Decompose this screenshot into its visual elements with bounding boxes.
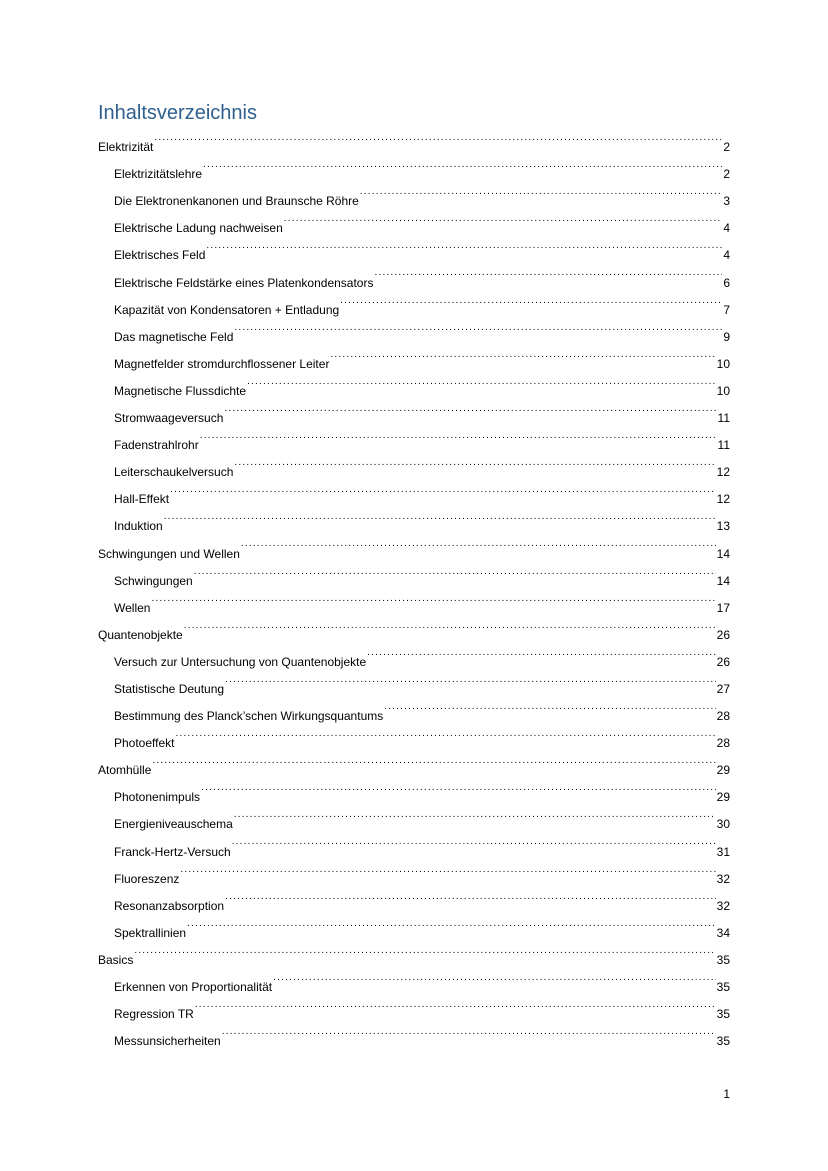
toc-entry-page: 10: [716, 383, 730, 398]
dot-leader: [151, 585, 715, 612]
toc-entry-label: Elektrizitätslehre: [114, 167, 203, 182]
dot-leader: [200, 422, 717, 449]
toc-entry[interactable]: [98, 720, 730, 751]
toc-entry-label: Wellen: [114, 600, 151, 615]
toc-entry-label: Magnetische Flussdichte: [114, 383, 247, 398]
toc-entry-label: Elektrische Feldstärke eines Platenkondensators: [114, 275, 374, 290]
toc-entry[interactable]: [98, 151, 730, 182]
toc-entry-label: Franck-Hertz-Versuch: [114, 844, 231, 859]
dot-leader: [232, 828, 716, 855]
toc-entry[interactable]: [98, 883, 730, 913]
toc-entry-page: 17: [716, 600, 730, 615]
toc-entry[interactable]: [98, 937, 730, 967]
toc-entry-page: 35: [716, 1034, 730, 1049]
toc-entry[interactable]: [98, 124, 730, 155]
toc-entry[interactable]: [98, 910, 730, 940]
dot-leader: [225, 666, 716, 693]
toc-entry-page: 29: [716, 763, 730, 778]
toc-entry-label: Quantenobjekte: [98, 627, 183, 642]
toc-entry-label: Basics: [98, 952, 134, 967]
toc-entry-label: Schwingungen und Wellen: [98, 546, 240, 561]
toc-entry-page: 3: [723, 194, 730, 209]
toc-entry-page: 6: [723, 275, 730, 290]
table-of-contents: [98, 124, 730, 1049]
toc-entry-label: Elektrische Ladung nachweisen: [114, 221, 283, 236]
dot-leader: [164, 503, 716, 530]
dot-leader: [184, 612, 716, 639]
toc-title: Inhaltsverzeichnis: [98, 102, 257, 124]
toc-entry-label: Elektrisches Feld: [114, 248, 206, 263]
toc-entry-label: Photonenimpuls: [114, 790, 201, 805]
toc-entry-label: Fluoreszenz: [114, 871, 180, 886]
toc-entry-label: Energieniveauschema: [114, 817, 233, 832]
toc-entry[interactable]: [98, 856, 730, 886]
toc-entry-label: Stromwaageversuch: [114, 411, 224, 426]
toc-entry-page: 12: [716, 492, 730, 507]
dot-leader: [180, 856, 715, 883]
toc-entry-label: Die Elektronenkanonen und Braunsche Röhre: [114, 194, 359, 209]
toc-entry-page: 35: [716, 980, 730, 994]
toc-entry-page: 32: [716, 898, 730, 913]
toc-entry-page: 14: [716, 573, 730, 588]
toc-entry-page: 2: [723, 140, 730, 155]
toc-entry-page: 28: [716, 736, 730, 751]
toc-entry-page: 31: [716, 844, 730, 859]
toc-entry[interactable]: [98, 964, 730, 994]
toc-entry-page: 11: [717, 411, 730, 426]
toc-entry[interactable]: [98, 503, 730, 534]
toc-entry-label: Bestimmung des Planck’schen Wirkungsquantums: [114, 709, 384, 724]
toc-entry-page: 14: [716, 546, 730, 561]
toc-entry-label: Atomhülle: [98, 763, 152, 778]
toc-entry-page: 4: [723, 248, 730, 263]
toc-entry-page: 29: [716, 790, 730, 805]
dot-leader: [201, 774, 716, 801]
dot-leader: [152, 747, 715, 774]
toc-entry-page: 7: [723, 302, 730, 317]
dot-leader: [203, 151, 722, 178]
dot-leader: [224, 395, 716, 422]
toc-entry[interactable]: [98, 747, 730, 778]
dot-leader: [170, 476, 716, 503]
toc-entry-page: 10: [716, 356, 730, 371]
dot-leader: [225, 883, 716, 910]
toc-entry-label: Leiterschaukelversuch: [114, 465, 234, 480]
toc-entry-label: Regression TR: [114, 1007, 194, 1022]
toc-entry-label: Elektrizität: [98, 140, 154, 155]
dot-leader: [195, 991, 716, 1018]
toc-entry-label: Induktion: [114, 519, 163, 534]
toc-entry-page: 27: [716, 681, 730, 696]
toc-entry-page: 28: [716, 709, 730, 724]
dot-leader: [234, 314, 722, 341]
toc-entry-page: 32: [716, 871, 730, 886]
toc-entry-label: Spektrallinien: [114, 925, 187, 940]
toc-entry-label: Statistische Deutung: [114, 681, 225, 696]
toc-entry-label: Schwingungen: [114, 573, 193, 588]
dot-leader: [367, 639, 715, 666]
dot-leader: [222, 1018, 716, 1045]
toc-entry-page: 11: [717, 438, 730, 453]
dot-leader: [360, 178, 722, 205]
toc-entry-label: Das magnetische Feld: [114, 329, 234, 344]
dot-leader: [330, 341, 715, 368]
toc-entry-page: 4: [723, 221, 730, 236]
toc-entry-page: 26: [716, 654, 730, 669]
page-number: 1: [723, 1087, 730, 1101]
toc-entry-label: Resonanzabsorption: [114, 898, 225, 913]
dot-leader: [247, 368, 716, 395]
dot-leader: [234, 449, 715, 476]
toc-entry[interactable]: [98, 476, 730, 507]
dot-leader: [384, 693, 715, 720]
toc-entry-page: 35: [716, 1007, 730, 1022]
toc-entry-page: 35: [716, 952, 730, 967]
toc-entry-label: Erkennen von Proportionalität: [114, 980, 273, 994]
toc-entry-label: Versuch zur Untersuchung von Quantenobjekte: [114, 654, 367, 669]
toc-entry-label: Hall-Effekt: [114, 492, 170, 507]
toc-entry[interactable]: [98, 612, 730, 642]
dot-leader: [340, 287, 722, 314]
dot-leader: [134, 937, 715, 964]
toc-entry-page: 12: [716, 465, 730, 480]
toc-entry[interactable]: [98, 558, 730, 588]
toc-entry-page: 9: [723, 329, 730, 344]
dot-leader: [176, 720, 716, 747]
dot-leader: [273, 964, 716, 991]
dot-leader: [374, 259, 722, 286]
toc-entry-page: 2: [723, 167, 730, 182]
dot-leader: [187, 910, 716, 937]
dot-leader: [194, 558, 716, 585]
toc-entry-label: Messunsicherheiten: [114, 1034, 221, 1049]
toc-entry-page: 30: [716, 817, 730, 832]
toc-entry-label: Magnetfelder stromdurchflossener Leiter: [114, 356, 330, 371]
toc-entry-label: Fadenstrahlrohr: [114, 438, 199, 453]
toc-entry-page: 13: [716, 519, 730, 534]
toc-entry-label: Kapazität von Kondensatoren + Entladung: [114, 302, 340, 317]
toc-entry-label: Photoeffekt: [114, 736, 175, 751]
toc-entry-page: 34: [716, 925, 730, 940]
toc-entry-page: 26: [716, 627, 730, 642]
toc-entry[interactable]: [98, 639, 730, 669]
dot-leader: [284, 205, 723, 232]
dot-leader: [234, 801, 716, 828]
toc-entry[interactable]: [98, 585, 730, 615]
toc-entry[interactable]: [98, 774, 730, 805]
dot-leader: [154, 124, 722, 151]
toc-entry[interactable]: [98, 530, 730, 561]
dot-leader: [206, 232, 722, 259]
dot-leader: [241, 530, 716, 557]
